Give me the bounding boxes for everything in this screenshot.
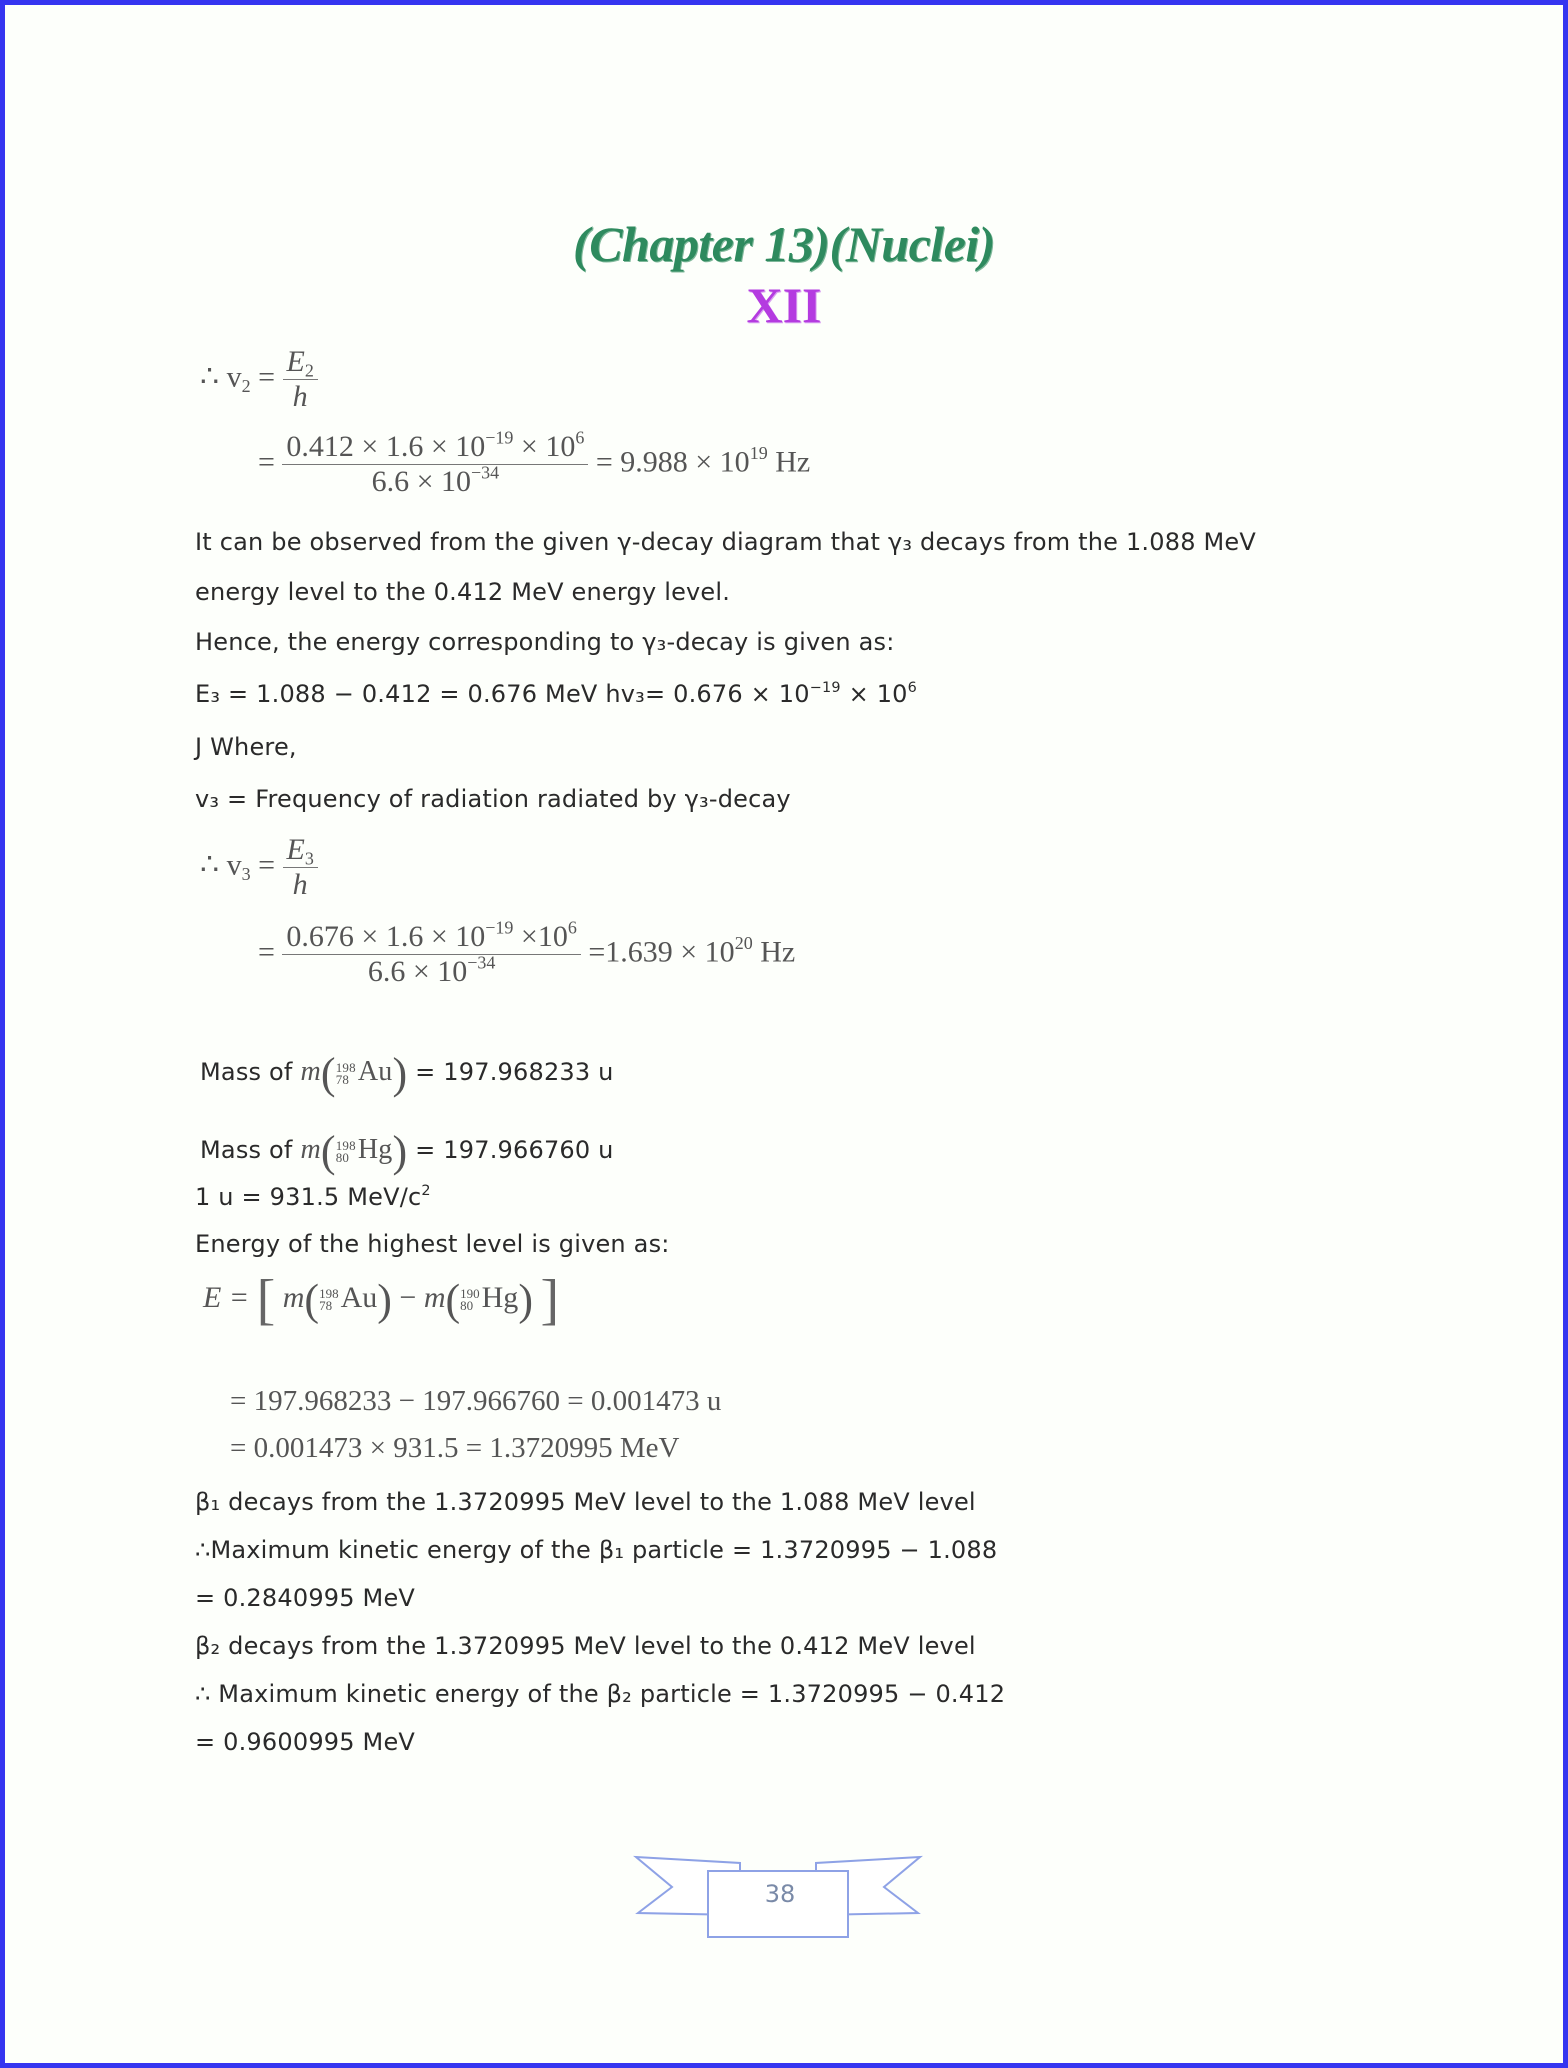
element-symbol: Hg bbox=[357, 1133, 393, 1165]
text-line: Hence, the energy corresponding to γ₃-decay is given as: bbox=[195, 628, 895, 656]
nuclide-au: m( 198 78 Au) bbox=[300, 1049, 408, 1098]
equals: = bbox=[258, 935, 275, 969]
text-line: Energy of the highest level is given as: bbox=[195, 1230, 670, 1258]
mass-au-line bbox=[200, 1048, 614, 1099]
denominator: 6.6 × 10 bbox=[367, 955, 468, 988]
subscript: 3 bbox=[241, 863, 251, 884]
nuclide-hg: m( 198 80 Hg) bbox=[300, 1127, 408, 1176]
bracket-open: [ bbox=[256, 1269, 276, 1331]
e3-mid: × 10 bbox=[840, 680, 908, 708]
e3-prefix: E₃ = 1.088 − 0.412 = 0.676 MeV hv₃= 0.676 × 10 bbox=[195, 680, 810, 708]
text-line: β₂ decays from the 1.3720995 MeV level to the 0.412 MeV level bbox=[195, 1632, 976, 1660]
text-line: v₃ = Frequency of radiation radiated by γ₃-decay bbox=[195, 785, 791, 813]
symbol-m: m bbox=[300, 1133, 321, 1165]
exponent: −34 bbox=[467, 952, 496, 973]
exponent: −34 bbox=[471, 462, 500, 483]
mass-label: Mass of bbox=[200, 1057, 293, 1086]
text-line: ∴ Maximum kinetic energy of the β₂ particle = 1.3720995 − 0.412 bbox=[195, 1680, 1006, 1708]
symbol-m: m bbox=[423, 1280, 446, 1314]
text-line: ∴Maximum kinetic energy of the β₁ particle = 1.3720995 − 1.088 bbox=[195, 1536, 998, 1564]
mass-label: Mass of bbox=[200, 1135, 293, 1164]
class-label: XII bbox=[746, 277, 822, 333]
fraction bbox=[282, 917, 580, 989]
numerator-mid: × 10 bbox=[513, 430, 576, 463]
formula-lhs: ∴ v bbox=[200, 848, 242, 882]
mass-hg-line bbox=[200, 1126, 614, 1177]
page-number: 38 bbox=[764, 1880, 796, 1908]
text-line: = 0.9600995 MeV bbox=[195, 1728, 416, 1756]
text-line: It can be observed from the given γ-decay diagram that γ₃ decays from the 1.088 MeV bbox=[195, 528, 1256, 556]
mass-number: 198 bbox=[335, 1059, 356, 1075]
formula-v3-definition bbox=[200, 833, 318, 902]
text-line: J Where, bbox=[195, 733, 297, 761]
conversion-line bbox=[195, 1183, 431, 1211]
atomic-number: 80 bbox=[460, 1298, 474, 1313]
numerator: 0.676 × 1.6 × 10 bbox=[286, 920, 486, 953]
mass-number: 198 bbox=[335, 1137, 356, 1153]
atomic-number: 78 bbox=[319, 1298, 333, 1313]
subscript: 2 bbox=[241, 375, 251, 396]
exponent: 6 bbox=[575, 427, 585, 448]
mass-value: = 197.966760 u bbox=[415, 1135, 614, 1164]
numerator-mid: ×10 bbox=[513, 920, 568, 953]
fraction bbox=[282, 427, 588, 499]
minus: − bbox=[399, 1280, 417, 1314]
text-line: = 0.2840995 MeV bbox=[195, 1584, 416, 1612]
energy-step-2: = 0.001473 × 931.5 = 1.3720995 MeV bbox=[230, 1432, 680, 1464]
exponent: −19 bbox=[809, 679, 841, 696]
chapter-title: (Chapter 13)(Nuclei) bbox=[573, 216, 995, 272]
formula-v2-calculation bbox=[258, 427, 811, 499]
exponent: 2 bbox=[421, 1182, 431, 1199]
numerator: 0.412 × 1.6 × 10 bbox=[286, 430, 486, 463]
subscript: 3 bbox=[304, 848, 314, 869]
formula-lhs: ∴ v bbox=[200, 360, 242, 394]
energy-step-1: = 197.968233 − 197.966760 = 0.001473 u bbox=[230, 1385, 722, 1417]
symbol-e: E bbox=[286, 833, 305, 866]
conversion: 1 u = 931.5 MeV/c bbox=[195, 1183, 422, 1211]
formula-v2-definition bbox=[200, 345, 318, 414]
element-symbol: Au bbox=[357, 1055, 393, 1087]
symbol-m: m bbox=[282, 1280, 305, 1314]
equals: = bbox=[258, 445, 275, 479]
exponent: 20 bbox=[734, 932, 753, 953]
exponent: 19 bbox=[749, 442, 768, 463]
formula-lhs: E = bbox=[203, 1280, 250, 1314]
exponent: 6 bbox=[907, 679, 917, 696]
unit: Hz bbox=[767, 445, 811, 479]
subscript: 2 bbox=[304, 360, 314, 381]
result: =1.639 × 10 bbox=[588, 935, 735, 969]
fraction bbox=[283, 345, 318, 414]
bracket-close: ] bbox=[540, 1269, 560, 1331]
text-line-e3 bbox=[195, 680, 917, 708]
symbol-e: E bbox=[286, 345, 305, 378]
unit: Hz bbox=[752, 935, 796, 969]
mass-number: 198 bbox=[319, 1286, 339, 1302]
symbol-m: m bbox=[300, 1055, 321, 1087]
symbol-h: h bbox=[292, 380, 308, 413]
fraction bbox=[283, 833, 318, 902]
formula-v3-calculation bbox=[258, 917, 796, 989]
mass-value: = 197.968233 u bbox=[415, 1057, 614, 1086]
element-symbol: Hg bbox=[481, 1280, 519, 1314]
exponent: 6 bbox=[567, 917, 577, 938]
exponent: −19 bbox=[485, 427, 514, 448]
denominator: 6.6 × 10 bbox=[371, 465, 472, 498]
energy-formula: E = [ m( 198 78 Au) − m( 190 80 Hg) ] bbox=[203, 1269, 560, 1331]
equals: = bbox=[258, 360, 276, 394]
result: = 9.988 × 10 bbox=[595, 445, 750, 479]
text-line: energy level to the 0.412 MeV energy level. bbox=[195, 578, 731, 606]
symbol-h: h bbox=[292, 868, 308, 901]
atomic-number: 80 bbox=[335, 1149, 350, 1165]
element-symbol: Au bbox=[340, 1280, 378, 1314]
mass-number: 190 bbox=[460, 1286, 480, 1302]
atomic-number: 78 bbox=[335, 1071, 350, 1087]
exponent: −19 bbox=[485, 917, 514, 938]
equals: = bbox=[258, 848, 276, 882]
text-line: β₁ decays from the 1.3720995 MeV level to the 1.088 MeV level bbox=[195, 1488, 976, 1516]
